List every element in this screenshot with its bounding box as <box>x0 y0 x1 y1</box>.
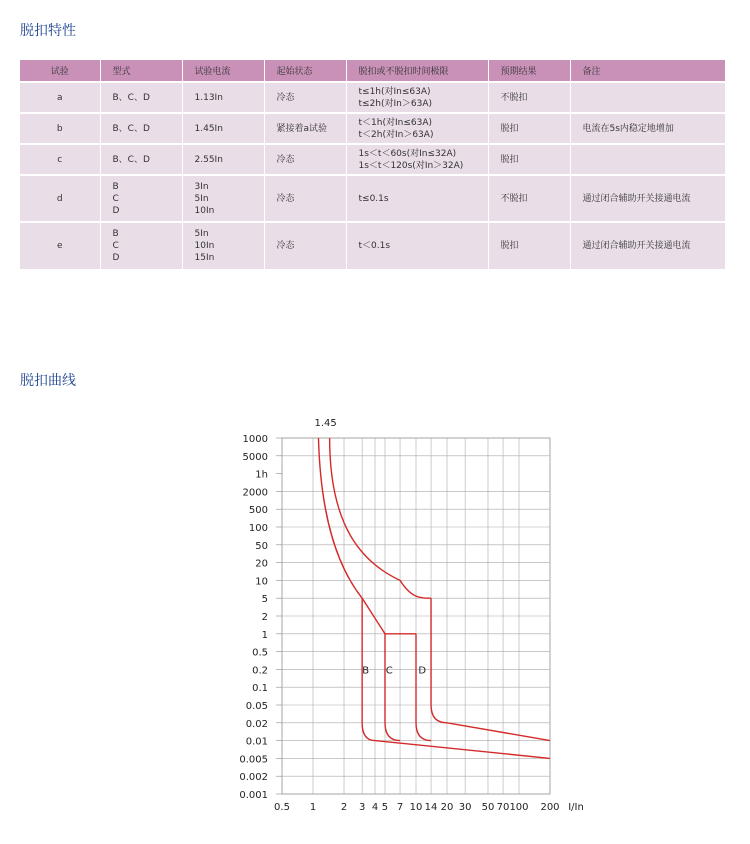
x-tick-label: 1 <box>309 802 317 813</box>
cell-line: B、C、D <box>112 123 150 134</box>
table-cell-result: 脱扣 <box>488 113 570 144</box>
table-cell-current <box>182 144 264 175</box>
curve-lower-envelope <box>318 438 416 634</box>
table-header-cell: 备注 <box>570 60 725 82</box>
section-title-trip-characteristics: 脱扣特性 <box>20 23 76 39</box>
y-tick-label: 1 <box>261 629 268 641</box>
cell-line: 5In <box>194 193 209 204</box>
table-cell-note: 电流在5s内稳定地增加 <box>570 113 725 144</box>
table-cell-state: 紧接着a试验 <box>264 113 346 144</box>
x-tick-label: 200 <box>540 802 560 813</box>
cell-line: t＜2h(对In＞63A) <box>358 129 434 140</box>
curve-b <box>362 598 550 758</box>
cell-line: 1s＜t＜60s(对In≤32A) <box>358 148 457 159</box>
y-tick-label: 2000 <box>242 487 268 499</box>
table-row <box>20 175 725 222</box>
cell-line: B <box>112 181 119 192</box>
table-cell-state: 冷态 <box>264 144 346 175</box>
table-row <box>20 113 725 144</box>
table-cell-note: 通过闭合辅助开关接通电流 <box>570 175 725 222</box>
cell-line: t≤2h(对In＞63A) <box>358 98 432 109</box>
section-title-trip-curve: 脱扣曲线 <box>20 373 76 389</box>
x-tick-label: 20 <box>440 802 454 813</box>
cell-line: t≤1h(对In≤63A) <box>358 86 431 97</box>
table-header-cell: 型式 <box>100 60 182 82</box>
y-tick-label: 500 <box>248 505 268 517</box>
table-cell-current <box>182 175 264 222</box>
table-cell-test: b <box>20 113 100 144</box>
cell-line: 1s＜t＜120s(对In＞32A) <box>358 160 464 171</box>
table-cell-limit <box>346 82 488 113</box>
y-tick-label: 1h <box>255 469 268 481</box>
x-tick-label: 30 <box>458 802 472 813</box>
x-tick-label: 4 <box>371 802 379 813</box>
curve-label-b: B <box>362 665 370 677</box>
x-tick-label: 14 <box>424 802 438 813</box>
y-tick-label: 2 <box>261 612 268 623</box>
y-tick-label: 5 <box>261 594 268 606</box>
cell-line: 1.45In <box>194 123 223 134</box>
y-tick-label: 1000 <box>242 434 268 445</box>
table-cell-limit <box>346 175 488 222</box>
table-cell-test: d <box>20 175 100 222</box>
table-header-cell: 脱扣或不脱扣时间极限 <box>346 60 488 82</box>
x-tick-label: 7 <box>396 802 404 813</box>
table-header-cell: 预期结果 <box>488 60 570 82</box>
table-row <box>20 144 725 175</box>
table-cell-test: a <box>20 82 100 113</box>
cell-line: t≤0.1s <box>358 193 389 204</box>
x-tick-label: 0.5 <box>274 802 290 813</box>
trip-characteristics-table <box>20 60 726 269</box>
cell-line: 1.13In <box>194 92 223 103</box>
top-label-1-45: 1.45 <box>314 418 337 429</box>
y-tick-label: 0.2 <box>252 665 268 677</box>
table-row <box>20 82 725 113</box>
table-header-cell: 试验 <box>20 60 100 82</box>
table-row <box>20 222 725 269</box>
x-tick-label: 5 <box>381 802 389 813</box>
table-cell-state: 冷态 <box>264 82 346 113</box>
table-cell-limit <box>346 113 488 144</box>
y-tick-label: 0.001 <box>239 790 268 801</box>
table-cell-type <box>100 113 182 144</box>
y-tick-label: 0.002 <box>239 772 268 784</box>
cell-line: 2.55In <box>194 154 223 165</box>
table-cell-type <box>100 144 182 175</box>
cell-line: 10In <box>194 241 215 251</box>
table-cell-result: 脱扣 <box>488 222 570 269</box>
table-cell-state: 冷态 <box>264 222 346 269</box>
cell-line: D <box>112 253 120 263</box>
cell-line: t＜1h(对In≤63A) <box>358 117 432 128</box>
table-cell-result: 不脱扣 <box>488 175 570 222</box>
table-cell-type <box>100 82 182 113</box>
table-cell-note: 通过闭合辅助开关接通电流 <box>570 222 725 269</box>
table-cell-current <box>182 222 264 269</box>
y-tick-label: 0.05 <box>245 701 268 712</box>
x-tick-label: 50 <box>481 802 495 813</box>
y-tick-label: 0.005 <box>239 754 268 766</box>
cell-line: B <box>112 229 119 239</box>
y-tick-label: 20 <box>255 558 268 570</box>
cell-line: t＜0.1s <box>358 241 391 251</box>
table-cell-type <box>100 175 182 222</box>
table-cell-note <box>570 144 725 175</box>
table-cell-test: c <box>20 144 100 175</box>
x-axis-label: I/In <box>568 802 584 813</box>
table-cell-result: 不脱扣 <box>488 82 570 113</box>
x-tick-label: 10 <box>409 802 423 813</box>
curve-label-d: D <box>418 665 427 677</box>
trip-curve-chart <box>230 410 610 820</box>
y-tick-label: 0.1 <box>252 683 268 695</box>
table-header-cell: 试验电流 <box>182 60 264 82</box>
table-cell-result: 脱扣 <box>488 144 570 175</box>
y-tick-label: 100 <box>248 523 268 534</box>
cell-line: 5In <box>194 229 209 239</box>
x-tick-label: 3 <box>358 802 366 813</box>
cell-line: C <box>112 241 119 251</box>
cell-line: 10In <box>194 205 215 216</box>
cell-line: B、C、D <box>112 154 150 165</box>
table-cell-note <box>570 82 725 113</box>
table-cell-test: e <box>20 222 100 269</box>
table-cell-limit <box>346 222 488 269</box>
y-tick-label: 10 <box>255 576 268 588</box>
cell-line: D <box>112 205 120 216</box>
table-header-cell: 起始状态 <box>264 60 346 82</box>
table-cell-limit <box>346 144 488 175</box>
y-tick-label: 5000 <box>242 451 268 463</box>
table-cell-current <box>182 113 264 144</box>
curve-label-c: C <box>385 665 393 677</box>
y-tick-label: 0.01 <box>245 736 268 748</box>
y-tick-label: 50 <box>255 540 268 552</box>
x-tick-label: 100 <box>509 802 529 813</box>
table-cell-current <box>182 82 264 113</box>
y-tick-label: 0.5 <box>252 647 268 659</box>
table-cell-state: 冷态 <box>264 175 346 222</box>
cell-line: 3In <box>194 181 209 192</box>
cell-line: 15In <box>194 253 215 263</box>
cell-line: B、C、D <box>112 92 150 103</box>
y-tick-label: 0.02 <box>245 718 268 730</box>
x-tick-label: 2 <box>340 802 348 813</box>
table-cell-type <box>100 222 182 269</box>
cell-line: C <box>112 193 119 204</box>
table-header-row <box>20 60 725 82</box>
x-tick-label: 70 <box>496 802 510 813</box>
